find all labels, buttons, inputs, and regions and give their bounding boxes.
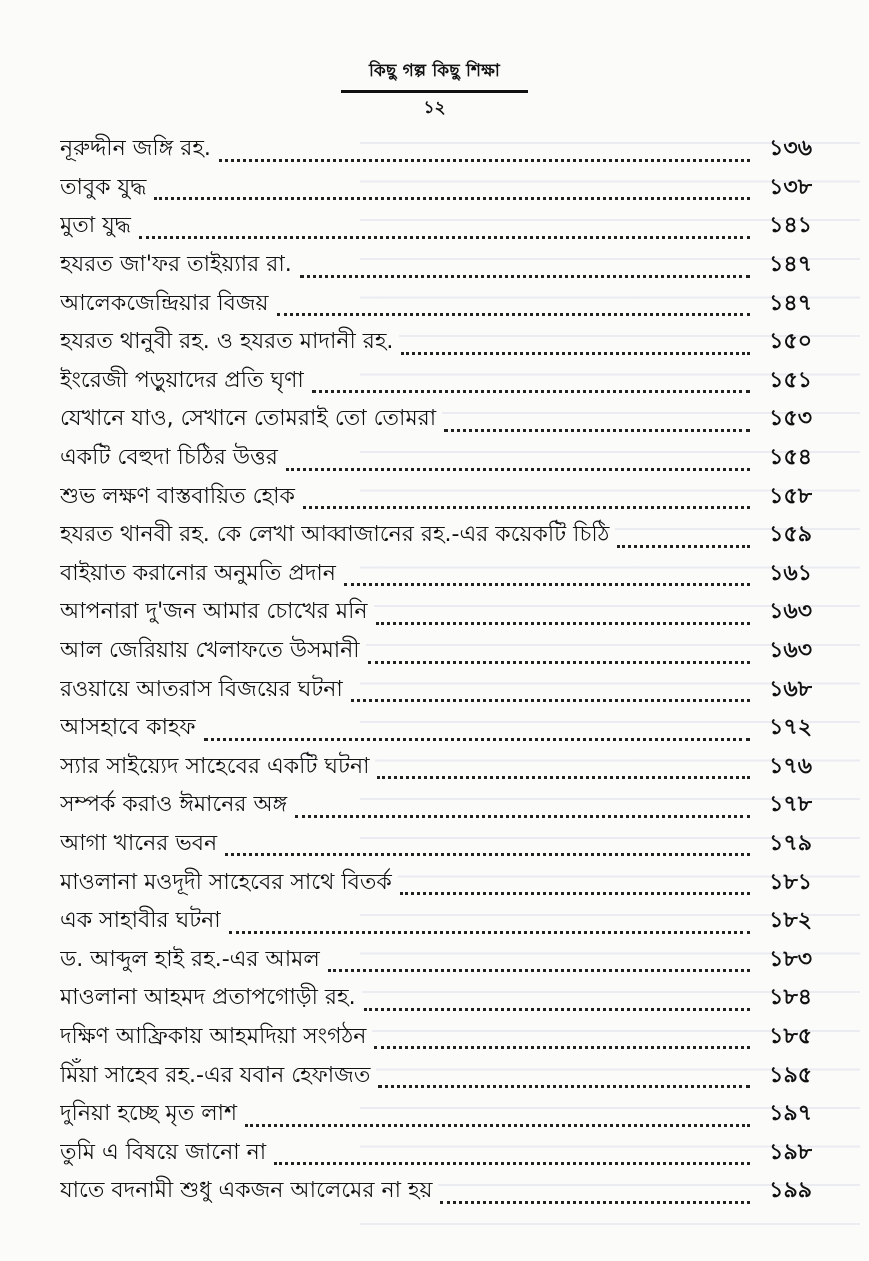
toc-entry-page: ১৬১	[769, 560, 812, 586]
toc-entry-page: ১৬৩	[769, 638, 812, 664]
toc-entry-page: ১৫৩	[769, 406, 812, 432]
toc-entry-title: রওয়ায়ে আতরাস বিজয়ের ঘটনা	[60, 679, 349, 701]
toc-entry-page: ১৫৮	[769, 483, 812, 509]
toc-entry-page: ১৮১	[769, 869, 812, 895]
toc-entry-page: ১৪৭	[769, 290, 812, 316]
dot-leader	[444, 407, 750, 432]
toc-entry	[60, 246, 812, 285]
toc-entry-title: মিঁয়া সাহেব রহ.-এর যবান হেফাজত	[60, 1065, 376, 1087]
page-header	[0, 58, 869, 123]
toc-entry-page: ১৯৭	[769, 1101, 812, 1127]
dot-leader	[440, 1179, 750, 1204]
dot-leader	[154, 175, 750, 200]
toc-entry-page: ১৮৩	[769, 946, 812, 972]
dot-leader	[286, 446, 750, 471]
toc-entry-page: ১৫১	[769, 367, 812, 393]
toc-entry-title: ইংরেজী পড়ুয়াদের প্রতি ঘৃণা	[60, 370, 310, 392]
toc-entry-title: আলেকজেন্দ্রিয়ার বিজয়	[60, 293, 275, 315]
toc-entry-page: ১৮৫	[769, 1023, 812, 1049]
toc-entry-page: ১৮২	[769, 908, 812, 934]
toc-entry	[60, 902, 812, 941]
toc-entry-page: ১৭৮	[769, 792, 812, 818]
dot-leader	[377, 754, 750, 779]
toc-entry	[60, 632, 812, 671]
toc-entry	[60, 979, 812, 1018]
toc-entry-page: ১৩৬	[769, 136, 812, 162]
toc-entry-page: ১৫৪	[769, 445, 812, 471]
dot-leader	[204, 716, 750, 741]
toc-entry	[60, 748, 812, 787]
dot-leader	[376, 600, 750, 625]
dot-leader	[300, 253, 750, 278]
toc-entry-page: ১৫০	[769, 329, 812, 355]
dot-leader	[617, 523, 750, 548]
toc-entry	[60, 516, 812, 555]
dot-leader	[401, 330, 750, 355]
toc-entry-page: ১৪১	[769, 213, 812, 239]
toc-entry	[60, 323, 812, 362]
toc-entry-page: ১৯৮	[769, 1139, 812, 1165]
toc-entry-title: নূরুদ্দীন জঙ্গি রহ.	[60, 138, 217, 160]
toc-entry-title: এক সাহাবীর ঘটনা	[60, 910, 227, 932]
toc-entry	[60, 362, 812, 401]
toc-entry	[60, 1056, 812, 1095]
toc-entry-page: ১৬৩	[769, 599, 812, 625]
toc-entry-page: ১৭২	[769, 715, 812, 741]
toc-entry-title: তাবুক যুদ্ধ	[60, 177, 152, 199]
dot-leader	[344, 561, 750, 586]
toc-entry	[60, 439, 812, 478]
toc-entry-title: ড. আব্দুল হাই রহ.-এর আমল	[60, 949, 326, 971]
toc-entry-title: শুভ লক্ষণ বাস্তবায়িত হোক	[60, 486, 301, 508]
toc-entry	[60, 130, 812, 169]
toc-entry-title: আপনারা দু'জন আমার চোখের মনি	[60, 601, 374, 623]
toc-entry-title: মুতা যুদ্ধ	[60, 215, 137, 237]
table-of-contents	[60, 130, 812, 1211]
dot-leader	[139, 214, 750, 239]
toc-entry	[60, 169, 812, 208]
toc-entry-title: আগা খানের ভবন	[60, 833, 223, 855]
toc-entry	[60, 863, 812, 902]
dot-leader	[229, 909, 750, 934]
toc-entry	[60, 400, 812, 439]
toc-entry-title: দুনিয়া হচ্ছে মৃত লাশ	[60, 1103, 243, 1125]
toc-entry	[60, 1018, 812, 1057]
toc-entry-page: ১৭৯	[769, 830, 812, 856]
toc-entry	[60, 709, 812, 748]
toc-entry	[60, 940, 812, 979]
toc-entry-title: হযরত থানবী রহ. কে লেখা আব্বাজানের রহ.-এর কয়েকটি চিঠি	[60, 524, 615, 546]
dot-leader	[219, 137, 750, 162]
toc-entry	[60, 284, 812, 323]
page-number: ১২	[423, 98, 446, 118]
toc-entry-title: যেখানে যাও, সেখানে তোমরাই তো তোমরা	[60, 408, 442, 430]
toc-entry-page: ১৯৫	[769, 1062, 812, 1088]
toc-entry-page: ১৯৯	[769, 1178, 812, 1204]
toc-entry	[60, 207, 812, 246]
dot-leader	[312, 368, 750, 393]
toc-entry-title: দক্ষিণ আফ্রিকায় আহমদিয়া সংগঠন	[60, 1026, 372, 1048]
toc-entry-title: তুমি এ বিষয়ে জানো না	[60, 1142, 272, 1164]
toc-entry-title: বাইয়াত করানোর অনুমতি প্রদান	[60, 563, 342, 585]
toc-entry	[60, 1172, 812, 1211]
toc-entry	[60, 593, 812, 632]
dot-leader	[400, 870, 750, 895]
toc-entry-page: ১৪৭	[769, 252, 812, 278]
toc-entry	[60, 786, 812, 825]
toc-entry	[60, 825, 812, 864]
toc-entry-page: ১৭৬	[769, 753, 812, 779]
toc-entry-page: ১৫৯	[769, 522, 812, 548]
dot-leader	[364, 986, 750, 1011]
toc-entry-page: ১৬৮	[769, 676, 812, 702]
toc-entry-title: সম্পর্ক করাও ঈমানের অঙ্গ	[60, 794, 293, 816]
toc-entry-title: মাওলানা মওদূদী সাহেবের সাথে বিতর্ক	[60, 872, 398, 894]
toc-entry-title: হযরত থানুবী রহ. ও হযরত মাদানী রহ.	[60, 331, 399, 353]
toc-entry-title: আল জেরিয়ায় খেলাফতে উসমানী	[60, 640, 366, 662]
book-title: কিছু গল্প কিছু শিক্ষা	[341, 58, 528, 93]
dot-leader	[351, 677, 750, 702]
dot-leader	[378, 1063, 750, 1088]
toc-entry-page: ১৩৮	[769, 174, 812, 200]
dot-leader	[328, 947, 750, 972]
toc-entry	[60, 477, 812, 516]
toc-entry-title: যাতে বদনামী শুধু একজন আলেমের না হয়	[60, 1180, 438, 1202]
dot-leader	[245, 1102, 750, 1127]
toc-entry	[60, 1133, 812, 1172]
dot-leader	[225, 831, 750, 856]
dot-leader	[368, 639, 750, 664]
dot-leader	[374, 1024, 750, 1049]
toc-entry	[60, 1095, 812, 1134]
toc-entry-title: মাওলানা আহমদ প্রতাপগোড়ী রহ.	[60, 987, 362, 1009]
toc-entry-title: আসহাবে কাহফ	[60, 717, 202, 739]
dot-leader	[274, 1140, 750, 1165]
toc-entry-title: একটি বেহুদা চিঠির উত্তর	[60, 447, 284, 469]
toc-entry-title: স্যার সাইয়্যেদ সাহেবের একটি ঘটনা	[60, 756, 375, 778]
dot-leader	[295, 793, 750, 818]
dot-leader	[277, 291, 750, 316]
toc-entry-page: ১৮৪	[769, 985, 812, 1011]
toc-entry	[60, 555, 812, 594]
toc-entry-title: হযরত জা'ফর তাইয়্যার রা.	[60, 254, 298, 276]
toc-entry	[60, 670, 812, 709]
dot-leader	[303, 484, 750, 509]
